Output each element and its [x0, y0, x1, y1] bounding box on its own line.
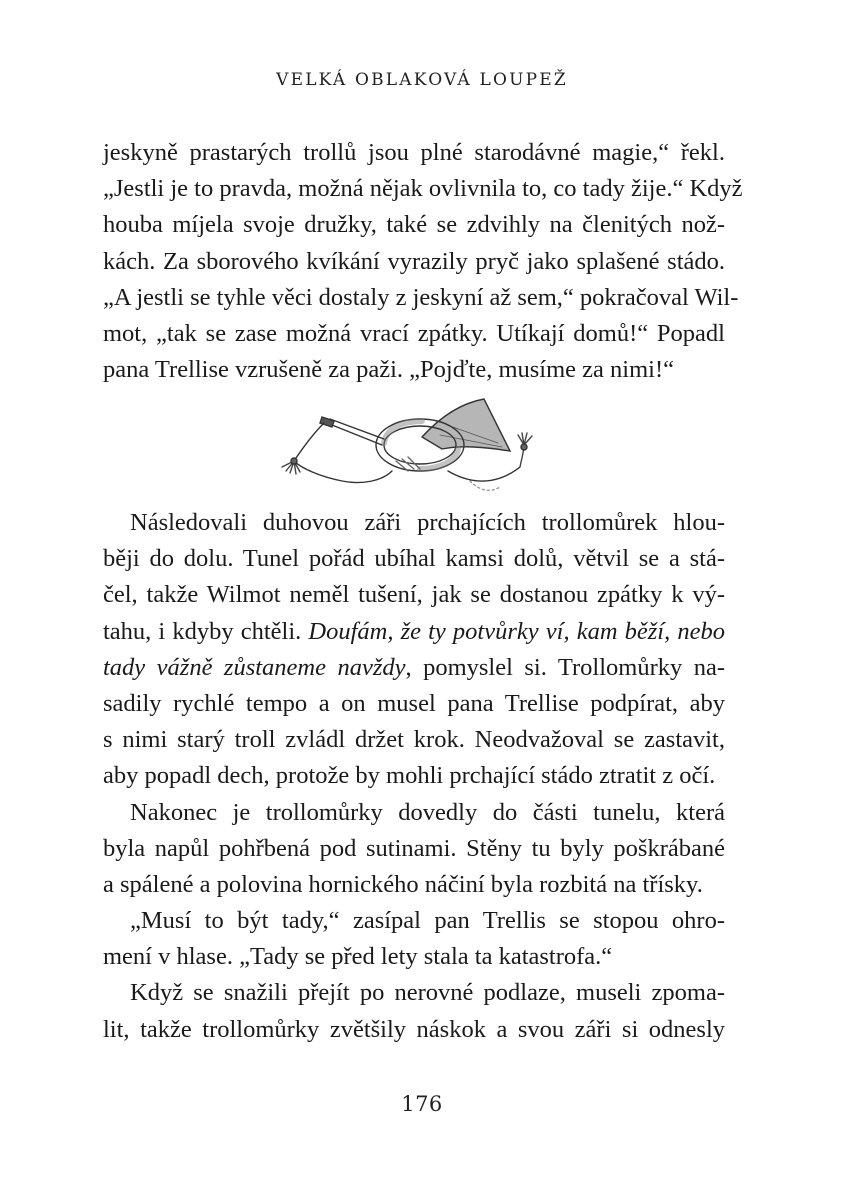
text-line — [103, 650, 725, 686]
text-line: jeskyně prastarých trollů jsou plné starodávné magie,“ řekl. — [103, 139, 725, 166]
text-line: Nakonec je trollomůrky dovedly do části tunelu, která — [130, 798, 725, 826]
text-run: tahu, i kdyby chtěli. — [103, 617, 309, 645]
page-number: 176 — [401, 1092, 443, 1116]
text-line: s nimi starý troll zvládl držet krok. Neodvažoval se zastavit, — [103, 726, 725, 754]
text-line: „A jestli se tyhle věci dostaly z jeskyní až sem,“ pokračoval Wil- — [103, 283, 739, 311]
italic-thought: tady vážně zůstaneme navždy — [103, 653, 406, 681]
italic-thought: Doufám, že ty potvůrky ví, kam běží, nebo — [308, 617, 725, 645]
paragraph-main — [103, 505, 725, 1048]
text-line — [103, 614, 725, 650]
paragraph-top — [103, 135, 743, 388]
horn-icon — [272, 395, 572, 495]
text-line: mot, „tak se zase možná vrací zpátky. Utíkají domů!“ Popadl — [103, 319, 725, 347]
running-head: VELKÁ OBLAKOVÁ LOUPEŽ — [276, 70, 568, 90]
text-line: běji do dolu. Tunel pořád ubíhal kamsi dolů, větvil se a stá- — [103, 545, 725, 573]
text-line: pana Trellise vzrušeně za paži. „Pojďte, musíme za nimi!“ — [103, 356, 675, 384]
text-run: , pomyslel si. Trollomůrky na- — [405, 653, 725, 681]
text-line: byla napůl pohřbená pod sutinami. Stěny tu byly poškrábané — [103, 834, 725, 862]
text-line: aby popadl dech, protože by mohli prchající stádo ztratit z očí. — [103, 762, 716, 790]
text-line: houba míjela svoje družky, také se zdvihly na členitých nož- — [103, 211, 725, 239]
text-line: kách. Za sborového kvíkání vyrazily pryč jako splašené stádo. — [103, 247, 725, 275]
text-line: čel, takže Wilmot neměl tušení, jak se dostanou zpátky k vý- — [103, 581, 725, 609]
text-line: sadily rychlé tempo a on musel pana Trellise podpírat, aby — [103, 689, 725, 717]
text-line: a spálené a polovina hornického náčiní byla rozbitá na třísky. — [103, 870, 703, 898]
text-line: lit, takže trollomůrky zvětšily náskok a svou záři si odnesly — [103, 1015, 725, 1043]
text-line: „Musí to být tady,“ zasípal pan Trellis se stopou ohro- — [130, 907, 725, 935]
text-line: Následovali duhovou záři prchajících trollomůrek hlou- — [130, 509, 725, 536]
text-line: mení v hlase. „Tady se před lety stala ta katastrofa.“ — [103, 943, 613, 971]
text-line: „Jestli je to pravda, možná nějak ovlivnila to, co tady žije.“ Když — [103, 175, 743, 203]
text-line: Když se snažili přejít po nerovné podlaze, museli zpoma- — [130, 979, 725, 1007]
